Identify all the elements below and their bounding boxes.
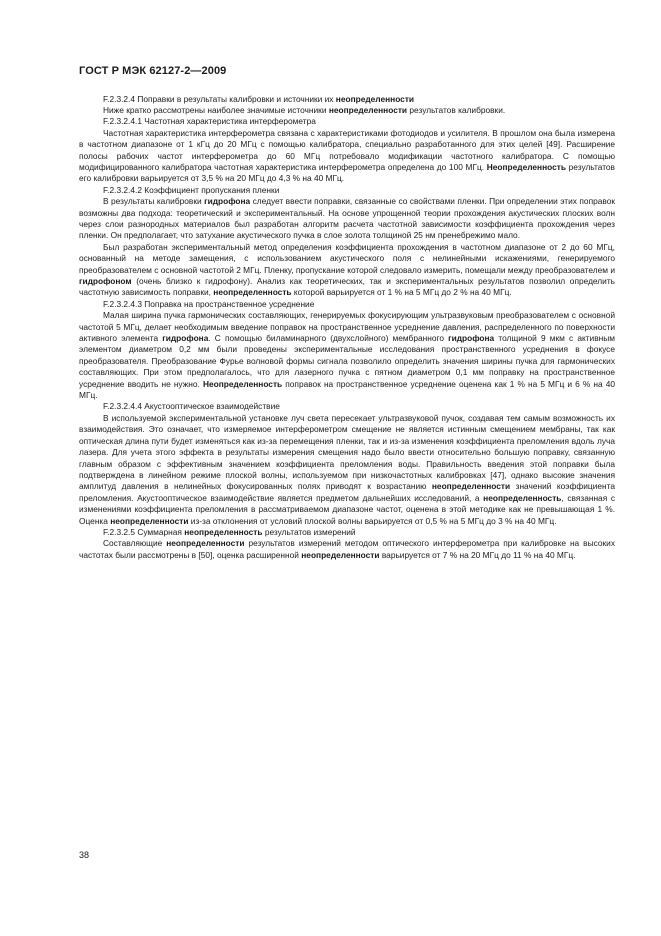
subsection-heading: F.2.3.2.4.2 Коэффициент пропускания пленки [103, 184, 280, 195]
bold-term: неопределенности [328, 104, 408, 115]
bold-term: неопределенности [301, 549, 380, 560]
bold-term: гидрофоном [79, 276, 132, 286]
bold-term: неопределенность [184, 526, 263, 537]
section-heading: F.2.3.2.5 Суммарная неопределенность результатов измерений [103, 526, 356, 537]
paragraph: Был разработан экспериментальный метод определения коэффициента прохождения в частотном диапазоне от 2 до 60 МГц, основанный на методе замещения, с использованием акустического поля с нелинейными искажениями, генерируемого преобразователем с основной частотой 2 МГц. Пленку, пропускание которой следовало измерить, помещали между преобразователем и гидрофоном (очень близко к гидрофону). Анализ как теоретических, так и экспериментальных результатов позволил определить частотную зависимость поправки, неопределенность которой варьируется от 1 % на 5 МГц до 2 % на 40 МГц. [79, 241, 615, 298]
subsection-heading: F.2.3.2.4.3 Поправка на пространственное усреднение [103, 298, 315, 309]
paragraph: Частотная характеристика интерферометра связана с характеристиками фотодиодов и усилителя. В прошлом она была измерена в частотном диапазоне от 1 кГц до 20 МГц с помощью калибратора, специально разработанного для этих целей [49]. Расширение полосы рабочих частот интерферометра до 60 МГц потребовало модификации частотного калибратора. С помощью модифицированного калибратора частотная характеристика интерферометра определена до 100 МГц. Неопределенность результатов его калибровки варьируется от 3,5 % на 20 МГц до 4,3 % на 40 МГц. [79, 127, 615, 184]
document-body [79, 94, 615, 562]
bold-term: гидрофона [162, 333, 209, 344]
paragraph: В результаты калибровки гидрофона следует ввести поправки, связанные со свойствами пленки. При определении этих поправок возможны два подхода: теоретический и экспериментальный. На основе упрощенной теории прохождения акустических плоских волн через слои разнородных материалов был разработан алгоритм расчета частотной зависимости коэффициента прохождения через пленки. Он предполагает, что затухание акустического пучка в слое золота толщиной 25 нм пренебрежимо мало. [79, 196, 615, 241]
document-header: ГОСТ Р МЭК 62127-2—2009 [79, 65, 227, 77]
subsection-heading: F.2.3.2.4.1 Частотная характеристика интерферометра [103, 116, 316, 127]
bold-term: неопределенность [213, 287, 292, 298]
bold-term: неопределенности [110, 515, 189, 526]
section-heading: F.2.3.2.4 Поправки в результаты калибровки и источники их неопределенности [103, 93, 415, 104]
bold-term: неопределенность [483, 492, 562, 503]
page-number: 38 [79, 850, 90, 860]
bold-term: Неопределенность [202, 378, 283, 389]
paragraph: В используемой экспериментальной установке луч света пересекает ультразвуковой пучок, создавая тем самым возможность их взаимодействия. Это означает, что измеряемое интерферометром смещение не является истинным смещением мембраны, так как оптическая длина пути будет изменяться как из-за перемещения пленки, так и из-за изменения коэффициента преломления вдоль луча лазера. Для учета этого эффекта в результаты измерения смещения надо было ввести относительно большую поправку, связанную главным образом с эффективным значением коэффициента преломления воды. Правильность введения этой поправки была подтверждена в линейном режиме плоской волны, используемом при низкочастотных калибровках [47], однако высокие значения амплитуд давления в нелинейных фокусированных полях приводят к возрастанию неопределенности значений коэффициента преломления. Акустооптическое взаимодействие является предметом дальнейших исследований, а неопределенность, связанная с изменениями коэффициента преломления в рассматриваемом диапазоне частот, оценена в этой методике как не превышающая 1 %. Оценка неопределенности из-за отклонения от условий плоской волны варьируется от 0,5 % на 5 МГц до 3 % на 40 МГц. [79, 412, 616, 526]
bold-term: неопределенности [431, 481, 511, 492]
bold-term: гидрофона [448, 333, 495, 344]
bold-term: гидрофона [204, 196, 251, 207]
bold-term: неопределенности [335, 93, 415, 104]
bold-term: неопределенности [166, 538, 245, 549]
bold-term: Неопределенность [486, 161, 566, 172]
paragraph: Ниже кратко рассмотрены наиболее значимые источники неопределенности результатов калибровки. [103, 104, 506, 115]
paragraph: Малая ширина пучка гармонических составляющих, генерируемых фокусирующим ультразвуковым преобразователем с основной частотой 5 МГц, делает необходимым введение поправок на пространственное усреднение давления, распределенного по поверхности активного элемента гидрофона. С помощью биламинарного (двухслойного) мембранного гидрофона толщиной 9 мкм с активным элементом диаметром 0,2 мм были проведены экспериментальные исследования пространственного усреднения в фокусе преобразователя. Преобразование Фурье волновой формы сигнала позволило определить значения ширины пучка для гармонических составляющих. При этом предполагалось, что для лазерного пучка с пятном диаметром 0,1 мм поправку на пространственное усреднение вводить не нужно. Неопределенность поправок на пространственное усреднение оценена как 1 % на 5 МГц и 6 % на 40 МГц. [79, 310, 616, 401]
paragraph: Составляющие неопределенности результатов измерений методом оптического интерферометра при калибровке на высоких частотах были рассмотрены в [50], оценка расширенной неопределенности варьируется от 7 % на 20 МГц до 11 % на 40 МГц. [79, 538, 615, 560]
subsection-heading: F.2.3.2.4.4 Акустооптическое взаимодействие [103, 401, 280, 412]
